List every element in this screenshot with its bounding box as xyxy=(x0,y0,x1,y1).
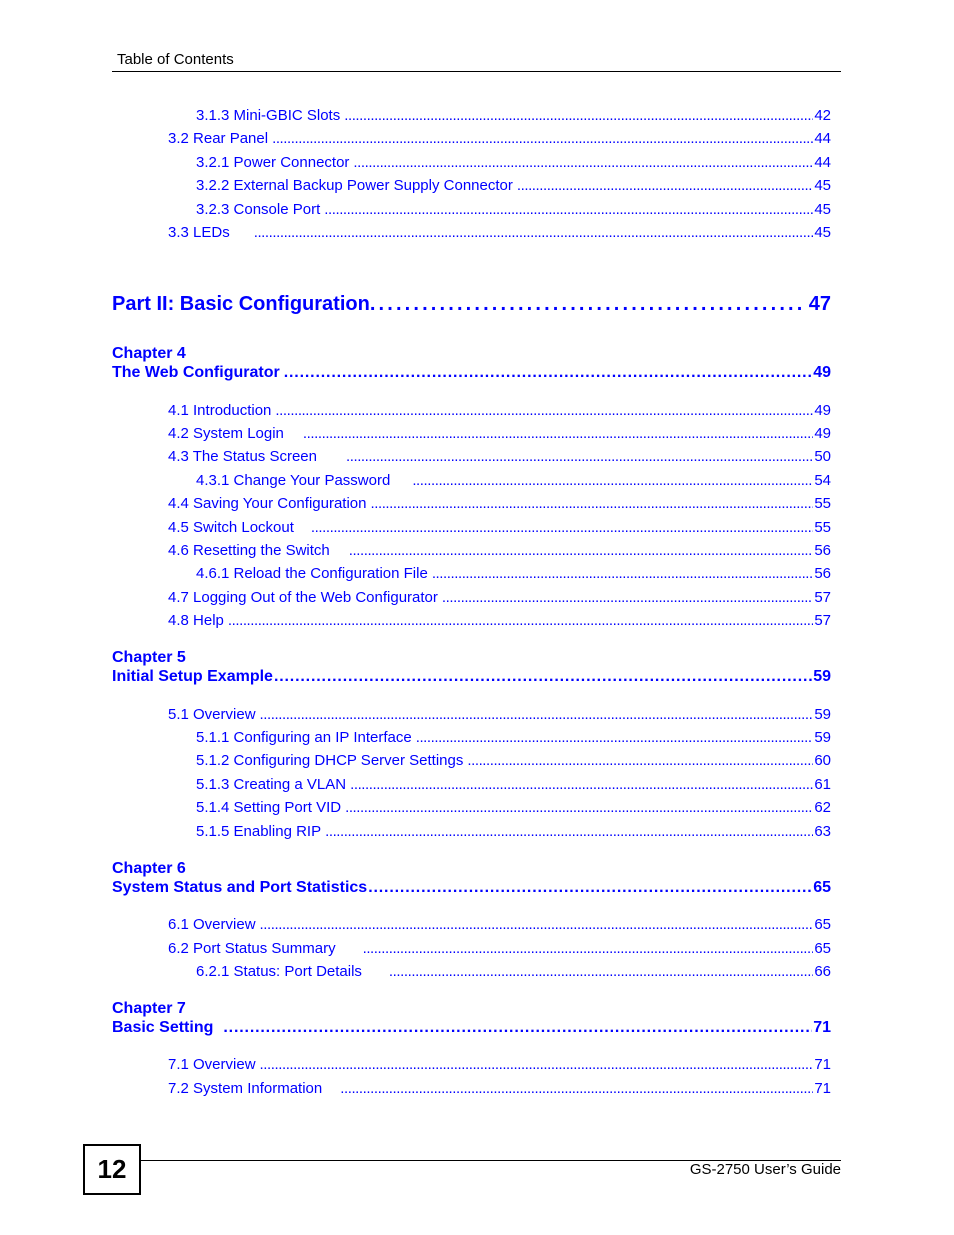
chapter-4-number: Chapter 4 xyxy=(112,345,186,362)
toc-entry-5-1-1[interactable]: 5.1.1 Configuring an IP Interface . . . 59 xyxy=(196,729,831,749)
toc-entry-5-1-5[interactable]: 5.1.5 Enabling RIP . . . 63 xyxy=(196,823,831,843)
toc-chapter-4[interactable]: The Web Configurator . . . 49 xyxy=(112,364,831,386)
toc-entry-6-1[interactable]: 6.1 Overview . . . 65 xyxy=(168,916,831,936)
toc-entry-6-2[interactable]: 6.2 Port Status Summary . . . 65 xyxy=(168,940,831,960)
toc-entry-5-1-2[interactable]: 5.1.2 Configuring DHCP Server Settings . . . 60 xyxy=(196,752,831,772)
toc-entry-4-3-1[interactable]: 4.3.1 Change Your Password . . . 54 xyxy=(196,472,831,492)
toc-chapter-5[interactable]: Initial Setup Example . . . 59 xyxy=(112,668,831,690)
toc-entry-7-1[interactable]: 7.1 Overview . . . 71 xyxy=(168,1056,831,1076)
toc-chapter-7[interactable]: Basic Setting . . . 71 xyxy=(112,1019,831,1041)
chapter-7-number: Chapter 7 xyxy=(112,1000,186,1017)
toc-chapter-6[interactable]: System Status and Port Statistics . . . 65 xyxy=(112,879,831,901)
toc-entry-3-1-3[interactable]: 3.1.3 Mini-GBIC Slots . . . 42 xyxy=(196,107,831,127)
toc-entry-5-1-4[interactable]: 5.1.4 Setting Port VID . . . 62 xyxy=(196,799,831,819)
toc-entry-6-2-1[interactable]: 6.2.1 Status: Port Details . . . 66 xyxy=(196,963,831,983)
toc-entry-4-3[interactable]: 4.3 The Status Screen . . . 50 xyxy=(168,448,831,468)
header-divider xyxy=(112,71,841,72)
toc-part-2[interactable]: Part II: Basic Configuration . . . 47 xyxy=(112,293,831,321)
toc-entry-3-2-1[interactable]: 3.2.1 Power Connector . . . 44 xyxy=(196,154,831,174)
toc-entry-3-2[interactable]: 3.2 Rear Panel . . . 44 xyxy=(168,130,831,150)
toc-entry-7-2[interactable]: 7.2 System Information . . . 71 xyxy=(168,1080,831,1100)
toc-entry-4-2[interactable]: 4.2 System Login . . . 49 xyxy=(168,425,831,445)
toc-entry-4-5[interactable]: 4.5 Switch Lockout . . . 55 xyxy=(168,519,831,539)
chapter-6-number: Chapter 6 xyxy=(112,860,186,877)
toc-entry-3-3[interactable]: 3.3 LEDs . . . 45 xyxy=(168,224,831,244)
toc-entry-4-7[interactable]: 4.7 Logging Out of the Web Configurator . . . 57 xyxy=(168,589,831,609)
page-number: 12 xyxy=(97,1154,127,1184)
toc-entry-5-1-3[interactable]: 5.1.3 Creating a VLAN . . . 61 xyxy=(196,776,831,796)
toc-entry-3-2-2[interactable]: 3.2.2 External Backup Power Supply Connector . . . 45 xyxy=(196,177,831,197)
page-number-box xyxy=(83,1144,141,1195)
toc-entry-3-2-3[interactable]: 3.2.3 Console Port . . . 45 xyxy=(196,201,831,221)
toc-entry-5-1[interactable]: 5.1 Overview . . . 59 xyxy=(168,706,831,726)
chapter-5-number: Chapter 5 xyxy=(112,649,186,666)
toc-entry-4-4[interactable]: 4.4 Saving Your Configuration . . . 55 xyxy=(168,495,831,515)
toc-entry-4-1[interactable]: 4.1 Introduction . . . 49 xyxy=(168,402,831,422)
toc-entry-4-6[interactable]: 4.6 Resetting the Switch . . . 56 xyxy=(168,542,831,562)
toc-entry-4-8[interactable]: 4.8 Help . . . 57 xyxy=(168,612,831,632)
running-header: Table of Contents xyxy=(117,51,234,68)
toc-entry-4-6-1[interactable]: 4.6.1 Reload the Configuration File . . . 56 xyxy=(196,565,831,585)
guide-title: GS-2750 User’s Guide xyxy=(689,1161,841,1178)
